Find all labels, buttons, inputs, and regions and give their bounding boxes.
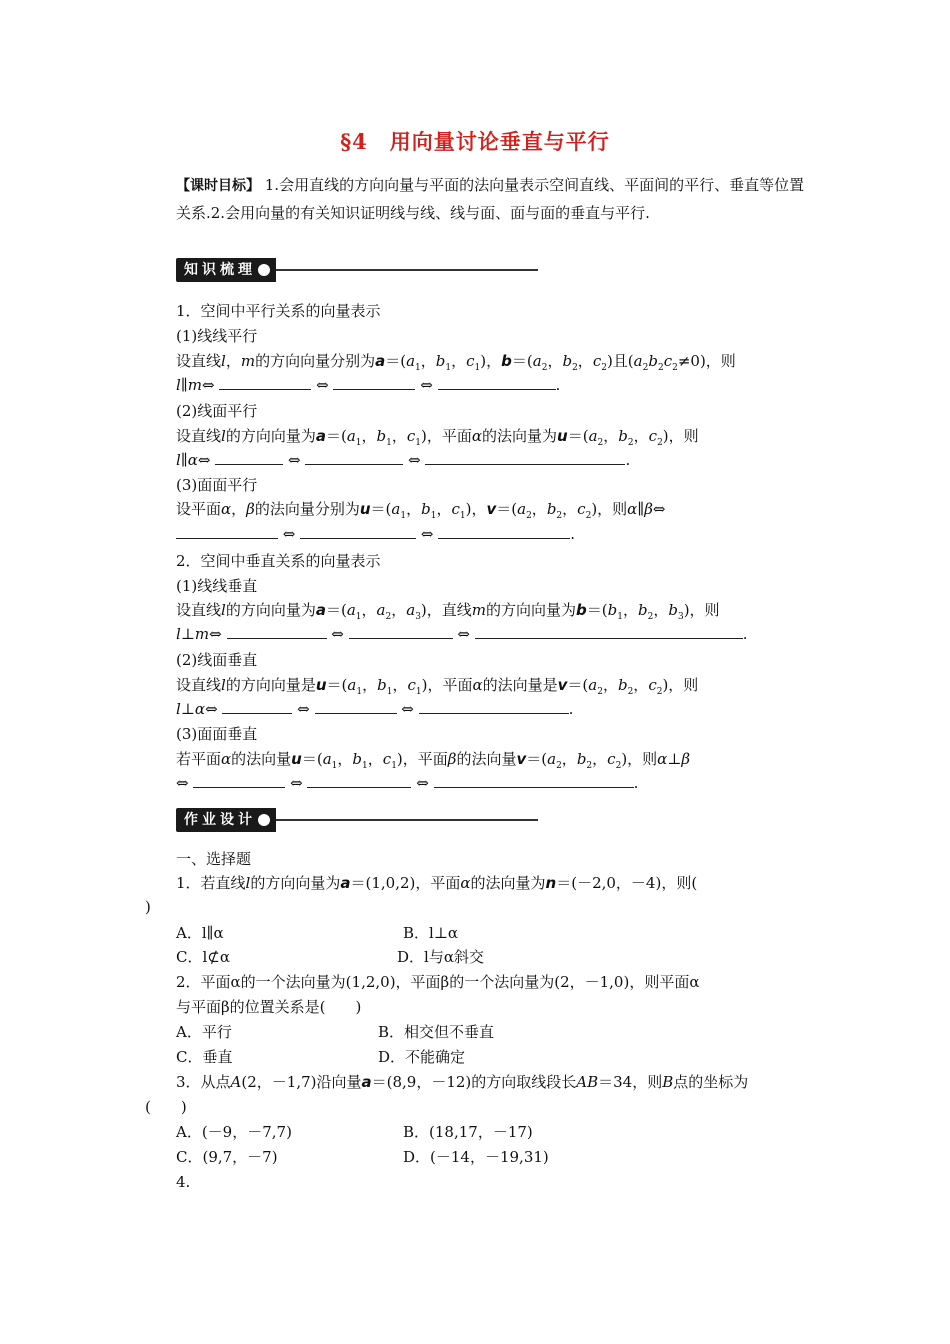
blanks-plane-plane-perpendicular: ⇔ ⇔ ⇔ . bbox=[176, 774, 639, 792]
question-1-line-2: ) bbox=[145, 898, 151, 916]
section-divider bbox=[276, 819, 538, 821]
q1-option-c[interactable]: C．l⊄α bbox=[176, 948, 230, 966]
question-3-line-2: ( ) bbox=[145, 1098, 187, 1116]
subheading-line-plane-parallel: (2)线面平行 bbox=[176, 402, 258, 420]
statement-line-line-parallel: 设直线l，m的方向向量分别为$a=(a_1$，$b_1$，$c_1$)，$b=(a_2$，$b_2$，$c_2$)且$(a_2b_2c_2\ne 0)$，则 bbox=[176, 352, 736, 373]
answer-blank[interactable] bbox=[425, 450, 625, 465]
question-4-number: 4. bbox=[176, 1173, 191, 1191]
blanks-line-plane-parallel: l∥α⇔ ⇔ ⇔ . bbox=[176, 451, 631, 469]
answer-blank[interactable] bbox=[305, 450, 403, 465]
blanks-plane-plane-parallel: ⇔ ⇔ . bbox=[176, 523, 808, 545]
part-heading-choice: 一、选择题 bbox=[176, 850, 252, 868]
answer-blank[interactable] bbox=[475, 624, 743, 639]
blanks-line-plane-perpendicular: l⊥α⇔ ⇔ ⇔ . bbox=[176, 700, 574, 718]
heading-parallel: 1．空间中平行关系的向量表示 bbox=[176, 302, 381, 320]
bullet-dot-icon bbox=[258, 814, 270, 826]
q3-option-b[interactable]: B．(18,17，－17) bbox=[403, 1123, 533, 1141]
answer-blank[interactable] bbox=[300, 524, 416, 539]
question-3-line-1: 3．从点A(2，－1,7)沿向量a＝(8,9，－12)的方向取线段长AB＝34，则B点的坐标为 bbox=[176, 1073, 749, 1091]
q2-option-c[interactable]: C．垂直 bbox=[176, 1048, 233, 1066]
subheading-plane-plane-perpendicular: (3)面面垂直 bbox=[176, 725, 258, 743]
answer-blank[interactable] bbox=[227, 624, 327, 639]
page-title: §4 用向量讨论垂直与平行 bbox=[340, 129, 610, 154]
question-2-line-2: 与平面β的位置关系是( ) bbox=[176, 998, 362, 1016]
question-2-line-1: 2．平面α的一个法向量为(1,2,0)，平面β的一个法向量为(2，－1,0)，则平面α bbox=[176, 973, 700, 991]
section-title-knowledge: 知识梳理 bbox=[184, 262, 256, 278]
q2-option-a[interactable]: A．平行 bbox=[176, 1023, 232, 1041]
answer-blank[interactable] bbox=[176, 524, 278, 539]
answer-blank[interactable] bbox=[215, 450, 283, 465]
question-1-line-1: 1．若直线l的方向向量为a＝(1,0,2)，平面α的法向量为n＝(－2,0，－4)，则( bbox=[176, 874, 698, 892]
answer-blank[interactable] bbox=[193, 773, 285, 788]
statement-plane-plane-parallel: 设平面α，β的法向量分别为$u=(a_1$，$b_1$，$c_1$)，$v=(a_2$，$b_2$，$c_2$)，则α∥β⇔ bbox=[176, 500, 666, 521]
q3-option-a[interactable]: A．(－9，－7,7) bbox=[176, 1123, 292, 1141]
answer-blank[interactable] bbox=[349, 624, 453, 639]
answer-blank[interactable] bbox=[438, 524, 570, 539]
section-title-homework: 作业设计 bbox=[184, 812, 256, 828]
blanks-line-line-parallel: l∥m⇔ ⇔ ⇔ . bbox=[176, 376, 561, 394]
blanks-line-line-perpendicular: l⊥m⇔ ⇔ ⇔ . bbox=[176, 625, 748, 643]
q1-option-d[interactable]: D．l与α斜交 bbox=[397, 948, 484, 966]
subheading-plane-plane-parallel: (3)面面平行 bbox=[176, 476, 258, 494]
answer-blank[interactable] bbox=[419, 699, 569, 714]
q1-option-b[interactable]: B．l⊥α bbox=[403, 924, 459, 942]
objective-label: 【课时目标】 bbox=[176, 178, 260, 194]
objective-text: 1.会用直线的方向向量与平面的法向量表示空间直线、平面间的平行、垂直等位置关系.2.会用向量的有关知识证明线与线、线与面、面与面的垂直与平行. bbox=[176, 176, 805, 222]
bullet-dot-icon bbox=[258, 264, 270, 276]
statement-plane-plane-perpendicular: 若平面α的法向量$u=(a_1$，$b_1$，$c_1$)，平面β的法向量$v=(a_2$，$b_2$，$c_2$)，则α⊥β bbox=[176, 750, 691, 771]
section-header-homework bbox=[176, 808, 538, 832]
subheading-line-plane-perpendicular: (2)线面垂直 bbox=[176, 651, 258, 669]
answer-blank[interactable] bbox=[307, 773, 411, 788]
statement-line-line-perpendicular: 设直线l的方向向量为$a=(a_1$，$a_2$，$a_3$)，直线m的方向向量为$b=(b_1$，$b_2$，$b_3$)，则 bbox=[176, 601, 720, 622]
answer-blank[interactable] bbox=[315, 699, 397, 714]
q3-option-d[interactable]: D．(－14，－19,31) bbox=[403, 1148, 549, 1166]
answer-blank[interactable] bbox=[333, 375, 415, 390]
q2-option-b[interactable]: B．相交但不垂直 bbox=[378, 1023, 495, 1041]
subheading-line-line-parallel: (1)线线平行 bbox=[176, 327, 258, 345]
lesson-objective bbox=[176, 172, 806, 227]
heading-perpendicular: 2．空间中垂直关系的向量表示 bbox=[176, 552, 381, 570]
answer-blank[interactable] bbox=[222, 699, 292, 714]
q1-option-a[interactable]: A．l∥α bbox=[176, 924, 224, 942]
section-header-knowledge bbox=[176, 258, 538, 282]
q3-option-c[interactable]: C．(9,7，－7) bbox=[176, 1148, 278, 1166]
answer-blank[interactable] bbox=[219, 375, 311, 390]
statement-line-plane-parallel: 设直线l的方向向量为$a=(a_1$，$b_1$，$c_1$)，平面α的法向量为$u=(a_2$，$b_2$，$c_2$)，则 bbox=[176, 427, 699, 448]
answer-blank[interactable] bbox=[438, 375, 556, 390]
answer-blank[interactable] bbox=[434, 773, 634, 788]
section-divider bbox=[276, 269, 538, 271]
subheading-line-line-perpendicular: (1)线线垂直 bbox=[176, 577, 258, 595]
statement-line-plane-perpendicular: 设直线l的方向向量是$u=(a_1$，$b_1$，$c_1$)，平面α的法向量是$v=(a_2$，$b_2$，$c_2$)，则 bbox=[176, 676, 699, 697]
q2-option-d[interactable]: D．不能确定 bbox=[378, 1048, 466, 1066]
